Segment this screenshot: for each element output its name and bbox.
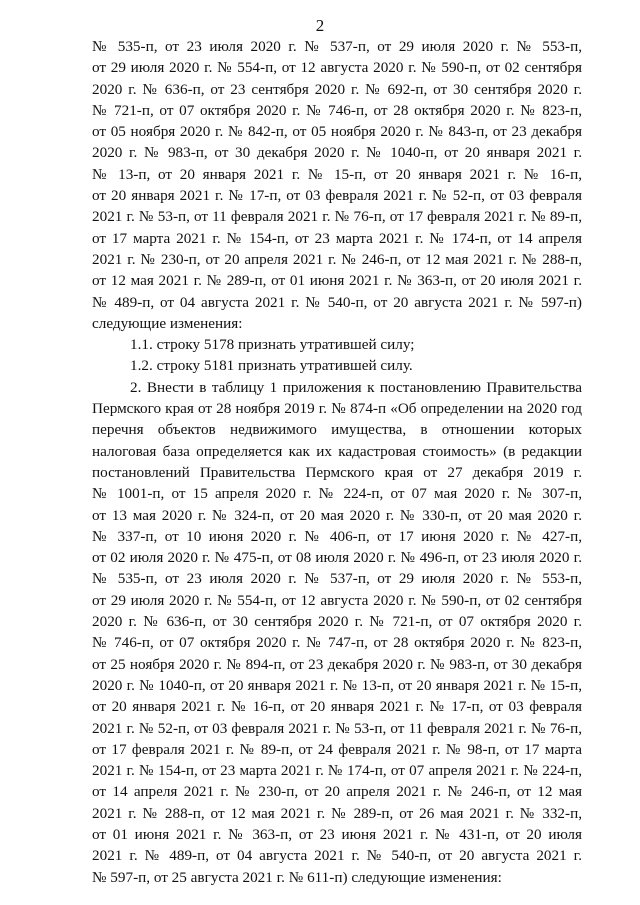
text-line: от 12 мая 2021 г. № 289-п, от 01 июня 2021 г. № 363-п, от 20 июля 2021 г. — [92, 272, 582, 290]
text-line: № 746-п, от 07 октября 2020 г. № 747-п, от 28 октября 2020 г. № 823-п, — [92, 634, 582, 652]
list-item-1-1: 1.1. строку 5178 признать утратившей силу; — [130, 336, 415, 354]
text-line: № 1001-п, от 15 апреля 2020 г. № 224-п, от 07 мая 2020 г. № 307-п, — [92, 485, 582, 503]
text-line: от 25 ноября 2020 г. № 894-п, от 23 декабря 2020 г. № 983-п, от 30 декабря — [92, 655, 582, 673]
text-line: перечня объектов недвижимого имущества, в отношении которых — [92, 421, 582, 439]
text-line: № 337-п, от 10 июня 2020 г. № 406-п, от 17 июня 2020 г. № 427-п, — [92, 527, 582, 545]
document-body — [92, 36, 582, 888]
text-line: № 13-п, от 20 января 2021 г. № 15-п, от 20 января 2021 г. № 16-п, — [92, 165, 582, 183]
text-line: налоговая база определяется как их кадастровая стоимость» (в редакции — [92, 442, 582, 460]
text-line: 2021 г. № 52-п, от 03 февраля 2021 г. № 53-п, от 11 февраля 2021 г. № 76-п, — [92, 719, 582, 737]
text-line: Пермского края от 28 ноября 2019 г. № 874-п «Об определении на 2020 год — [92, 400, 582, 418]
text-line: 2021 г. № 230-п, от 20 апреля 2021 г. № 246-п, от 12 мая 2021 г. № 288-п, — [92, 250, 582, 268]
text-line: 2020 г. № 983-п, от 30 декабря 2020 г. № 1040-п, от 20 января 2021 г. — [92, 144, 582, 162]
text-line: 2020 г. № 1040-п, от 20 января 2021 г. № 13-п, от 20 января 2021 г. № 15-п, — [92, 676, 582, 694]
text-line: от 13 мая 2020 г. № 324-п, от 20 мая 2020 г. № 330-п, от 20 мая 2020 г. — [92, 506, 582, 524]
paragraph-2-start: 2. Внести в таблицу 1 приложения к постановлению Правительства — [130, 378, 582, 396]
text-line: следующие изменения: — [92, 314, 243, 332]
text-line: 2021 г. № 288-п, от 12 мая 2021 г. № 289-п, от 26 мая 2021 г. № 332-п, — [92, 804, 582, 822]
text-line: № 597-п, от 25 августа 2021 г. № 611-п) следующие изменения: — [92, 868, 502, 886]
text-line: от 20 января 2021 г. № 17-п, от 03 февраля 2021 г. № 52-п, от 03 февраля — [92, 187, 582, 205]
text-line: от 14 апреля 2021 г. № 230-п, от 20 апреля 2021 г. № 246-п, от 12 мая — [92, 783, 582, 801]
text-line: от 29 июля 2020 г. № 554-п, от 12 августа 2020 г. № 590-п, от 02 сентября — [92, 59, 582, 77]
text-line: 2020 г. № 636-п, от 23 сентября 2020 г. № 692-п, от 30 сентября 2020 г. — [92, 80, 582, 98]
text-line: постановлений Правительства Пермского края от 27 декабря 2019 г. — [92, 463, 582, 481]
text-line: от 20 января 2021 г. № 16-п, от 20 января 2021 г. № 17-п, от 03 февраля — [92, 698, 582, 716]
text-line: от 17 марта 2021 г. № 154-п, от 23 марта 2021 г. № 174-п, от 14 апреля — [92, 229, 582, 247]
text-line: от 17 февраля 2021 г. № 89-п, от 24 февраля 2021 г. № 98-п, от 17 марта — [92, 740, 582, 758]
text-line: 2021 г. № 53-п, от 11 февраля 2021 г. № 76-п, от 17 февраля 2021 г. № 89-п, — [92, 208, 582, 226]
text-line: от 02 июля 2020 г. № 475-п, от 08 июля 2020 г. № 496-п, от 23 июля 2020 г. — [92, 549, 582, 567]
list-item-1-2: 1.2. строку 5181 признать утратившей силу. — [130, 357, 413, 375]
text-line: № 721-п, от 07 октября 2020 г. № 746-п, от 28 октября 2020 г. № 823-п, — [92, 101, 582, 119]
text-line: от 05 ноября 2020 г. № 842-п, от 05 ноября 2020 г. № 843-п, от 23 декабря — [92, 123, 582, 141]
page-number: 2 — [315, 16, 325, 35]
text-line: № 535-п, от 23 июля 2020 г. № 537-п, от 29 июля 2020 г. № 553-п, — [92, 38, 582, 55]
text-line: № 535-п, от 23 июля 2020 г. № 537-п, от 29 июля 2020 г. № 553-п, — [92, 570, 582, 588]
text-line: 2021 г. № 154-п, от 23 марта 2021 г. № 174-п, от 07 апреля 2021 г. № 224-п, — [92, 762, 582, 780]
text-line: 2020 г. № 636-п, от 30 сентября 2020 г. № 721-п, от 07 октября 2020 г. — [92, 613, 582, 631]
text-line: 2021 г. № 489-п, от 04 августа 2021 г. № 540-п, от 20 августа 2021 г. — [92, 847, 582, 865]
text-line: от 01 июня 2021 г. № 363-п, от 23 июня 2021 г. № 431-п, от 20 июля — [92, 825, 582, 843]
text-line: № 489-п, от 04 августа 2021 г. № 540-п, от 20 августа 2021 г. № 597-п) — [92, 293, 582, 311]
text-line: от 29 июля 2020 г. № 554-п, от 12 августа 2020 г. № 590-п, от 02 сентября — [92, 591, 582, 609]
